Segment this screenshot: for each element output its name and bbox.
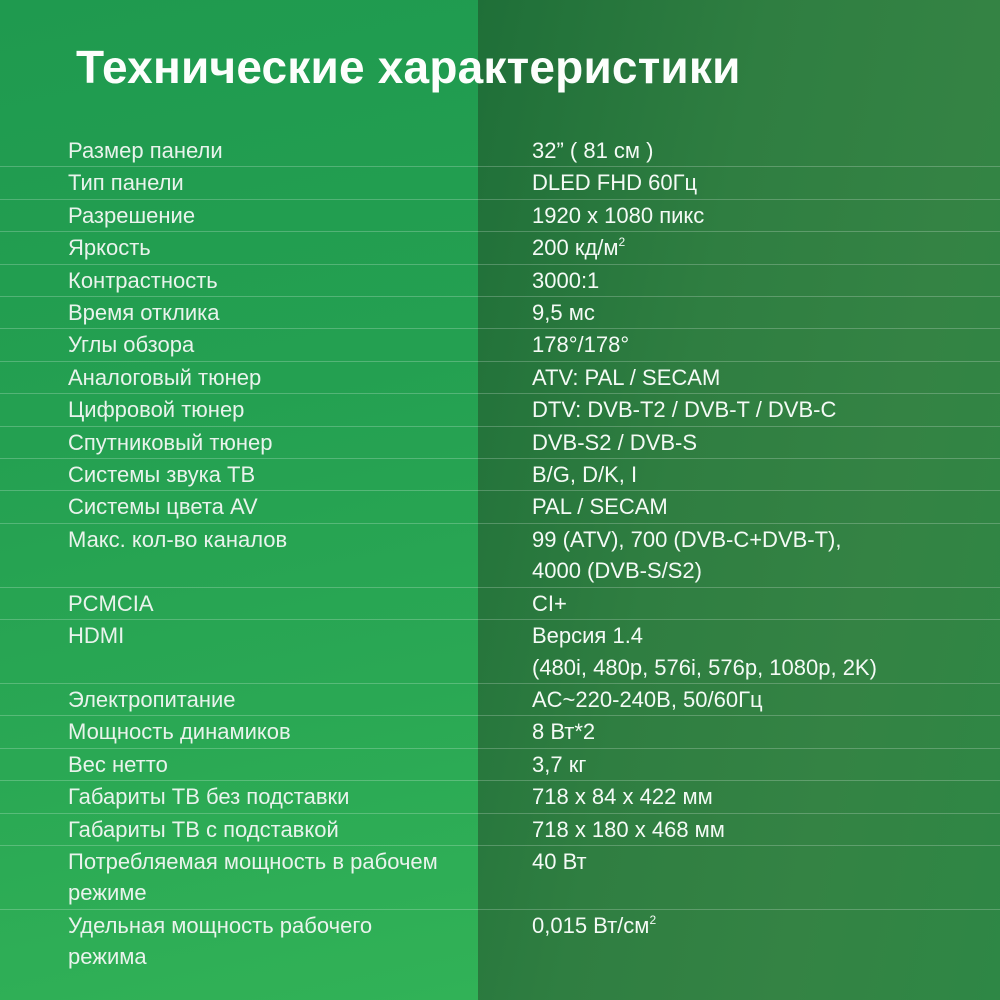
spec-value-text: 1920 x 1080 пикс <box>532 202 705 228</box>
spec-label <box>0 394 480 425</box>
spec-row <box>0 748 1000 780</box>
spec-value <box>480 265 1000 296</box>
spec-value-text: B/G, D/K, I <box>532 462 638 488</box>
spec-value-line2: 4000 (DVB-S/S2) <box>532 558 702 584</box>
spec-label-text: Размер панели <box>68 138 223 163</box>
spec-value <box>480 684 1000 715</box>
spec-label <box>0 620 480 683</box>
spec-value-line2: (480i, 480p, 576i, 576p, 1080p, 2K) <box>532 654 877 680</box>
spec-row <box>0 683 1000 715</box>
spec-value-text: 718 x 84 x 422 мм <box>532 784 713 810</box>
spec-value-text: 3000:1 <box>532 267 600 293</box>
spec-row <box>0 813 1000 845</box>
spec-row <box>0 166 1000 198</box>
spec-label-text: Разрешение <box>68 202 196 228</box>
spec-value <box>480 491 1000 522</box>
spec-label-text: Системы цвета AV <box>68 494 258 520</box>
spec-label-text: Время отклика <box>68 300 220 326</box>
spec-value-text: 178°/178° <box>532 332 630 358</box>
spec-label <box>0 716 480 747</box>
spec-label-text: Системы звука ТВ <box>68 462 256 488</box>
spec-value <box>480 620 1000 683</box>
spec-value-text: 99 (ATV), 700 (DVB-C+DVB-T), <box>532 526 842 552</box>
spec-value-text: 200 кд/м <box>532 235 619 261</box>
spec-label <box>0 135 480 166</box>
spec-row <box>0 845 1000 909</box>
spec-label <box>0 297 480 328</box>
spec-label-text: HDMI <box>68 623 125 649</box>
spec-label-text: Цифровой тюнер <box>68 397 245 423</box>
spec-table <box>0 135 1000 973</box>
spec-row <box>0 715 1000 747</box>
superscript: 2 <box>649 912 657 927</box>
spec-value <box>480 427 1000 458</box>
spec-value <box>480 362 1000 393</box>
spec-row <box>0 199 1000 231</box>
spec-label <box>0 362 480 393</box>
spec-value-text: 9,5 мс <box>532 300 595 326</box>
spec-value-text: DVB-S2 / DVB-S <box>532 429 698 455</box>
spec-label-text: Углы обзора <box>68 332 195 358</box>
spec-label <box>0 329 480 360</box>
spec-label-text: Аналоговый тюнер <box>68 364 262 390</box>
spec-label-text: Потребляемая мощность в рабочем <box>68 848 438 874</box>
spec-label-text: Электропитание <box>68 686 236 712</box>
spec-value <box>480 749 1000 780</box>
page-title: Технические характеристики <box>76 41 741 93</box>
spec-row <box>0 426 1000 458</box>
spec-row <box>0 328 1000 360</box>
spec-value-text: 32” ( 81 см ) <box>532 138 654 163</box>
spec-label <box>0 427 480 458</box>
spec-value <box>480 459 1000 490</box>
spec-label <box>0 749 480 780</box>
spec-row <box>0 780 1000 812</box>
spec-value <box>480 394 1000 425</box>
spec-label-text: Спутниковый тюнер <box>68 429 273 455</box>
spec-value <box>480 814 1000 845</box>
spec-label <box>0 524 480 587</box>
spec-label <box>0 781 480 812</box>
spec-label <box>0 265 480 296</box>
spec-value-text: 718 x 180 x 468 мм <box>532 816 725 842</box>
spec-value <box>480 846 1000 909</box>
spec-row <box>0 361 1000 393</box>
spec-value-text: 8 Вт*2 <box>532 719 596 745</box>
spec-row <box>0 393 1000 425</box>
spec-label-text: Габариты ТВ с подставкой <box>68 816 339 842</box>
spec-value-text: CI+ <box>532 590 567 616</box>
spec-label-text: Контрастность <box>68 267 218 293</box>
spec-value <box>480 232 1000 263</box>
spec-label-text: Вес нетто <box>68 751 168 777</box>
spec-label <box>0 684 480 715</box>
spec-label-text: Мощность динамиков <box>68 719 291 745</box>
spec-value <box>480 716 1000 747</box>
spec-value-text: DLED FHD 60Гц <box>532 170 698 196</box>
spec-row <box>0 231 1000 263</box>
spec-label <box>0 491 480 522</box>
spec-label-text: Яркость <box>68 235 151 261</box>
spec-value-text: AC~220-240В, 50/60Гц <box>532 686 763 712</box>
spec-value-text: Версия 1.4 <box>532 623 644 649</box>
spec-value <box>480 135 1000 166</box>
spec-label <box>0 846 480 909</box>
spec-label-line2: режиме <box>68 880 147 906</box>
spec-value-text: 3,7 кг <box>532 751 587 777</box>
spec-value-text: PAL / SECAM <box>532 494 668 520</box>
spec-label <box>0 588 480 619</box>
spec-label <box>0 459 480 490</box>
spec-row <box>0 619 1000 683</box>
spec-row <box>0 458 1000 490</box>
spec-value <box>480 781 1000 812</box>
spec-label <box>0 167 480 198</box>
spec-value-text: ATV: PAL / SECAM <box>532 364 721 390</box>
spec-value <box>480 588 1000 619</box>
spec-value <box>480 200 1000 231</box>
spec-value <box>480 524 1000 587</box>
spec-row <box>0 909 1000 973</box>
spec-row <box>0 296 1000 328</box>
spec-value <box>480 329 1000 360</box>
spec-value-text: 40 Вт <box>532 848 587 874</box>
superscript: 2 <box>618 235 626 250</box>
spec-value <box>480 167 1000 198</box>
spec-label <box>0 232 480 263</box>
spec-label <box>0 814 480 845</box>
spec-label-text: Габариты ТВ без подставки <box>68 784 350 810</box>
spec-row <box>0 135 1000 166</box>
spec-label <box>0 910 480 973</box>
spec-label-text: PCMCIA <box>68 590 154 616</box>
spec-value <box>480 297 1000 328</box>
spec-value-text: DTV: DVB-T2 / DVB-T / DVB-C <box>532 397 837 423</box>
spec-label-line2: режима <box>68 944 147 970</box>
spec-label <box>0 200 480 231</box>
spec-value-text: 0,015 Вт/см <box>532 912 650 938</box>
spec-label-text: Тип панели <box>68 170 184 196</box>
spec-row <box>0 490 1000 522</box>
spec-label-text: Макс. кол-во каналов <box>68 526 288 552</box>
spec-label-text: Удельная мощность рабочего <box>68 912 373 938</box>
spec-row <box>0 523 1000 587</box>
spec-row <box>0 587 1000 619</box>
spec-row <box>0 264 1000 296</box>
spec-value <box>480 910 1000 973</box>
